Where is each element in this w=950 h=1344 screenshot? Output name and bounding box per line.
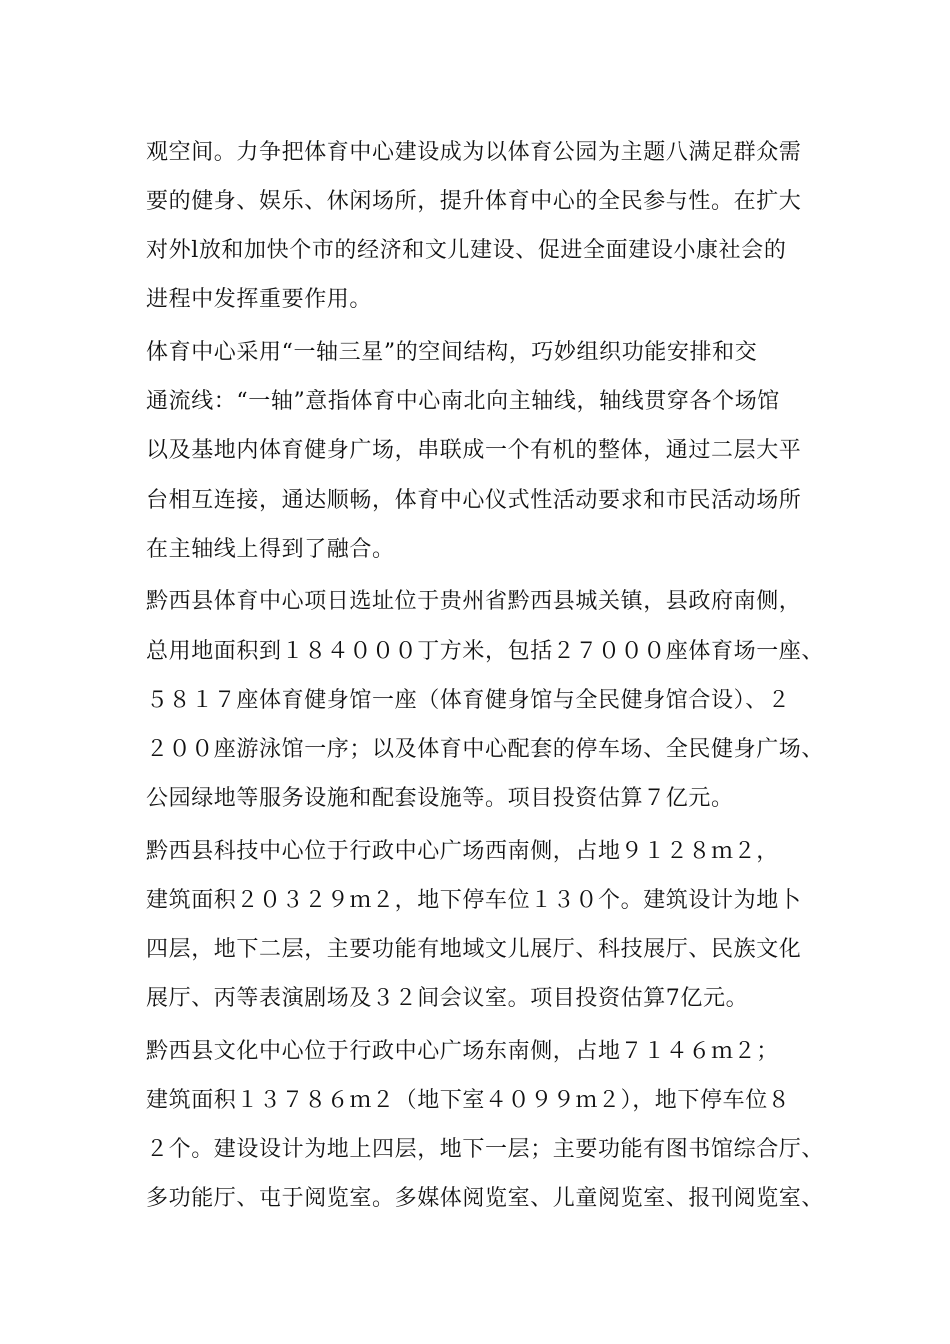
paragraph-2-line-1: 体育中心采用“一轴三星”的空间结构，巧妙组织功能安排和交 [146, 340, 758, 365]
paragraph-2-line-3: 以及基地内体育健身广场，串联成一个有机的整体，通过二层大平 [146, 438, 802, 463]
paragraph-5-line-4: 多功能厅、屯于阅览室。多媒体阅览室、儿童阅览室、报刊阅览室、 [146, 1186, 825, 1211]
paragraph-4-line-1: 黔西县科技中心位于行政中心广场西南侧，占地９１２８ｍ２， [146, 839, 779, 864]
paragraph-1-line-2: 要的健身、娱乐、休闲场所，提升体育中心的全民参与性。在扩大 [146, 189, 802, 214]
paragraph-3-line-5: 公园绿地等服务设施和配套设施等。项目投资估算７亿元。 [146, 786, 734, 811]
paragraph-4-line-2: 建筑面积２０３２９ｍ２，地下停车位１３０个。建筑设计为地卜 [146, 888, 802, 913]
paragraph-4-line-4: 展厅、丙等表演剧场及３２间会议室。项目投资估算7亿元。 [146, 986, 749, 1011]
paragraph-5-line-3: ２个。建设设计为地上四层，地下一层；主要功能有图书馆综合厅、 [146, 1137, 825, 1162]
paragraph-1-line-1: 观空间。力争把体育中心建设成为以体育公园为主题八满足群众需 [146, 140, 802, 165]
paragraph-1-line-3: 对外l放和加快个市的经济和文儿建设、促进全面建设小康社会的 [146, 238, 787, 263]
paragraph-3-line-2: 总用地面积到１８４０００丁方米，包括２７０００座体育场一座、 [146, 639, 825, 664]
paragraph-1-line-4: 进程中发挥重要作用。 [146, 287, 373, 312]
paragraph-5-line-1: 黔西县文化中心位于行政中心广场东南侧，占地７１４６ｍ２； [146, 1039, 779, 1064]
paragraph-5-line-2: 建筑面积１３７８６ｍ２（地下室４０９９ｍ２），地下停车位８ [146, 1088, 791, 1113]
paragraph-2-line-2: 通流线：“一轴”意指体育中心南北向主轴线，轴线贯穿各个场馆 [146, 389, 780, 414]
paragraph-2-line-5: 在主轴线上得到了融合。 [146, 537, 395, 562]
paragraph-3-line-3: ５８１７座体育健身馆一座（体育健身馆与全民健身馆合设）、２ [146, 688, 791, 713]
paragraph-3-line-4: ２００座游泳馆一序；以及体育中心配套的停车场、全民健身广场、 [146, 737, 825, 762]
paragraph-4-line-3: 四层，地下二层，主要功能有地域文儿展厅、科技展厅、民族文化 [146, 937, 802, 962]
paragraph-2-line-4: 台相互连接，通达顺畅，体育中心仪式性活动要求和市民活动场所 [146, 488, 802, 513]
paragraph-3-line-1: 黔西县体育中心项日选址位于贵州省黔西县城关镇，县政府南侧， [146, 589, 802, 614]
